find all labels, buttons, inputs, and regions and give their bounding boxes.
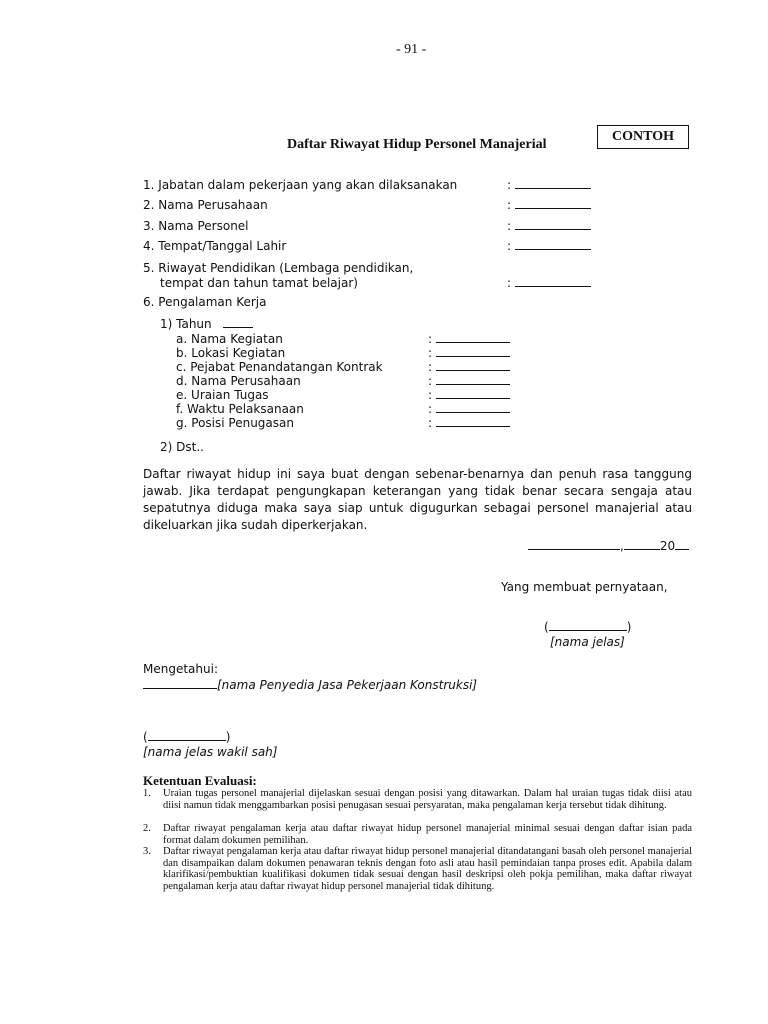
year-suffix-blank-line: [675, 548, 689, 550]
field-blank-line: [515, 187, 591, 189]
paren-close: ): [626, 620, 632, 634]
item-label: Waktu Pelaksanaan: [187, 402, 304, 416]
item-blank-line: [436, 369, 510, 371]
item-label: Lokasi Kegiatan: [191, 346, 286, 360]
signature-blank-line: [148, 739, 226, 741]
experience-item-d-value: [428, 374, 510, 388]
evaluation-heading: Ketentuan Evaluasi:: [143, 773, 257, 788]
experience-item-f-value: [428, 402, 510, 416]
example-stamp: CONTOH: [597, 125, 689, 149]
date-comma: ,: [620, 539, 624, 553]
statement-line: dikeluarkan jika sudah diperkerjakan.: [143, 518, 368, 532]
signature-blank-line: [549, 629, 627, 631]
item-colon: :: [428, 332, 433, 346]
item-letter: g.: [176, 416, 188, 430]
experience-item-b: [176, 346, 285, 360]
field-number: 1.: [143, 178, 155, 192]
provider-blank-line: [143, 687, 217, 689]
page-number: - 91 -: [396, 42, 427, 57]
field-colon: :: [507, 219, 512, 233]
experience-item-a: [176, 332, 283, 346]
document-title: Daftar Riwayat Hidup Personel Manajerial: [287, 137, 547, 152]
item-letter: a.: [176, 332, 188, 346]
item-letter: d.: [176, 374, 188, 388]
acknowledge-label: Mengetahui:: [143, 662, 218, 676]
field-colon: :: [507, 198, 512, 212]
field-5-value: [507, 276, 591, 290]
field-blank-line: [515, 228, 591, 230]
statement-line: sepatutnya diduga maka saya siap untuk digugurkan sebagai personel manajerial atau: [143, 501, 692, 515]
experience-next: 2) Dst..: [160, 440, 204, 454]
field-1: [143, 178, 457, 192]
field-blank-line: [515, 248, 591, 250]
field-colon: :: [507, 178, 512, 192]
evaluation-item-3: [143, 846, 692, 892]
evaluation-item-number: 1.: [143, 788, 151, 799]
field-label: Nama Personel: [158, 219, 249, 233]
field-4: [143, 239, 286, 253]
item-label: Nama Perusahaan: [191, 374, 301, 388]
item-label: Uraian Tugas: [191, 388, 269, 402]
field-colon: :: [507, 276, 512, 290]
evaluation-item-number: 2.: [143, 823, 151, 834]
experience-item-g-value: [428, 416, 510, 430]
field-3: [143, 219, 249, 233]
representative-name: [nama jelas wakil sah]: [143, 745, 278, 759]
item-colon: :: [428, 388, 433, 402]
experience-year-label: 1) Tahun: [160, 317, 212, 331]
field-label: Jabatan dalam pekerjaan yang akan dilaksanakan: [158, 178, 458, 192]
field-label: Riwayat Pendidikan (Lembaga pendidikan,: [158, 261, 414, 275]
item-blank-line: [436, 341, 510, 343]
field-colon: :: [507, 239, 512, 253]
date-year: 20: [659, 539, 676, 553]
experience-item-g: [176, 416, 294, 430]
item-blank-line: [436, 383, 510, 385]
field-5-label-line2: tempat dan tahun tamat belajar): [160, 276, 358, 290]
evaluation-item-1: [143, 788, 692, 811]
item-letter: c.: [176, 360, 187, 374]
item-blank-line: [436, 425, 510, 427]
item-label: Posisi Penugasan: [191, 416, 294, 430]
date-line: [528, 539, 689, 553]
item-colon: :: [428, 416, 433, 430]
experience-item-b-value: [428, 346, 510, 360]
evaluation-item-text: Uraian tugas personel manajerial dijelaskan sesuai dengan posisi yang ditawarkan. Dalam hal uraian tugas tidak diisi atau diisi namun tidak menggambarkan posisi penugasan sesuai persyaratan, maka pengalaman kerja tersebut tidak dihitung.: [163, 788, 692, 811]
field-number: 2.: [143, 198, 155, 212]
item-colon: :: [428, 402, 433, 416]
statement-line: Daftar riwayat hidup ini saya buat dengan sebenar-benarnya dan penuh rasa tanggung: [143, 467, 692, 481]
item-letter: e.: [176, 388, 188, 402]
evaluation-item-2: [143, 823, 692, 846]
signer-signature-line: [544, 620, 631, 634]
field-5: [143, 261, 413, 275]
representative-signature-line: [143, 730, 230, 744]
provider-line: [143, 678, 477, 692]
item-blank-line: [436, 397, 510, 399]
evaluation-item-text: Daftar riwayat pengalaman kerja atau daftar riwayat hidup personel manajerial minimal sesuai dengan daftar isian pada format dalam dokumen pemilihan.: [163, 823, 692, 846]
field-1-value: [507, 178, 591, 192]
experience-item-f: [176, 402, 304, 416]
item-blank-line: [436, 411, 510, 413]
item-label: Nama Kegiatan: [191, 332, 283, 346]
signer-label: Yang membuat pernyataan,: [501, 580, 668, 594]
evaluation-item-number: 3.: [143, 846, 151, 857]
field-number: 3.: [143, 219, 155, 233]
paren-open: (: [544, 620, 549, 634]
item-letter: f.: [176, 402, 184, 416]
statement-line: jawab. Jika terdapat pengungkapan keterangan yang tidak benar secara sengaja atau: [143, 484, 692, 498]
field-4-value: [507, 239, 591, 253]
paren-open: (: [143, 730, 148, 744]
experience-item-c: [176, 360, 383, 374]
provider-name: [nama Penyedia Jasa Pekerjaan Konstruksi]: [217, 678, 478, 692]
experience-item-e-value: [428, 388, 510, 402]
experience-item-d: [176, 374, 301, 388]
experience-item-e: [176, 388, 269, 402]
field-number: 5.: [143, 261, 155, 275]
evaluation-item-text: Daftar riwayat pengalaman kerja atau daftar riwayat hidup personel manajerial ditandatangani basah oleh personel manajerial dan disampaikan dalam dokumen penawaran teknis dengan foto asli atau hasil pemindaian tanpa proses edit. Apabila dalam klarifikasi/pembuktian kualifikasi dokumen tidak sesuai dengan hasil deskripsi oleh pokja pemilihan, maka daftar riwayat pengalaman kerja atau daftar riwayat hidup personel manajerial tidak dihitung.: [163, 846, 692, 892]
field-3-value: [507, 219, 591, 233]
field-label: Nama Perusahaan: [158, 198, 268, 212]
item-label: Pejabat Penandatangan Kontrak: [190, 360, 383, 374]
year-blank-line: [223, 326, 253, 328]
item-colon: :: [428, 374, 433, 388]
experience-year: [160, 317, 253, 331]
date-blank-line: [624, 548, 660, 550]
paren-close: ): [225, 730, 231, 744]
signer-name: [nama jelas]: [550, 635, 625, 649]
field-2: [143, 198, 268, 212]
field-label: Pengalaman Kerja: [158, 295, 267, 309]
place-blank-line: [528, 548, 620, 550]
field-label: Tempat/Tanggal Lahir: [158, 239, 287, 253]
experience-item-a-value: [428, 332, 510, 346]
field-number: 4.: [143, 239, 155, 253]
item-colon: :: [428, 360, 433, 374]
field-blank-line: [515, 285, 591, 287]
field-blank-line: [515, 207, 591, 209]
statement-paragraph: [143, 466, 692, 534]
field-6: [143, 295, 266, 309]
item-letter: b.: [176, 346, 188, 360]
item-blank-line: [436, 355, 510, 357]
item-colon: :: [428, 346, 433, 360]
field-2-value: [507, 198, 591, 212]
experience-item-c-value: [428, 360, 510, 374]
field-number: 6.: [143, 295, 155, 309]
